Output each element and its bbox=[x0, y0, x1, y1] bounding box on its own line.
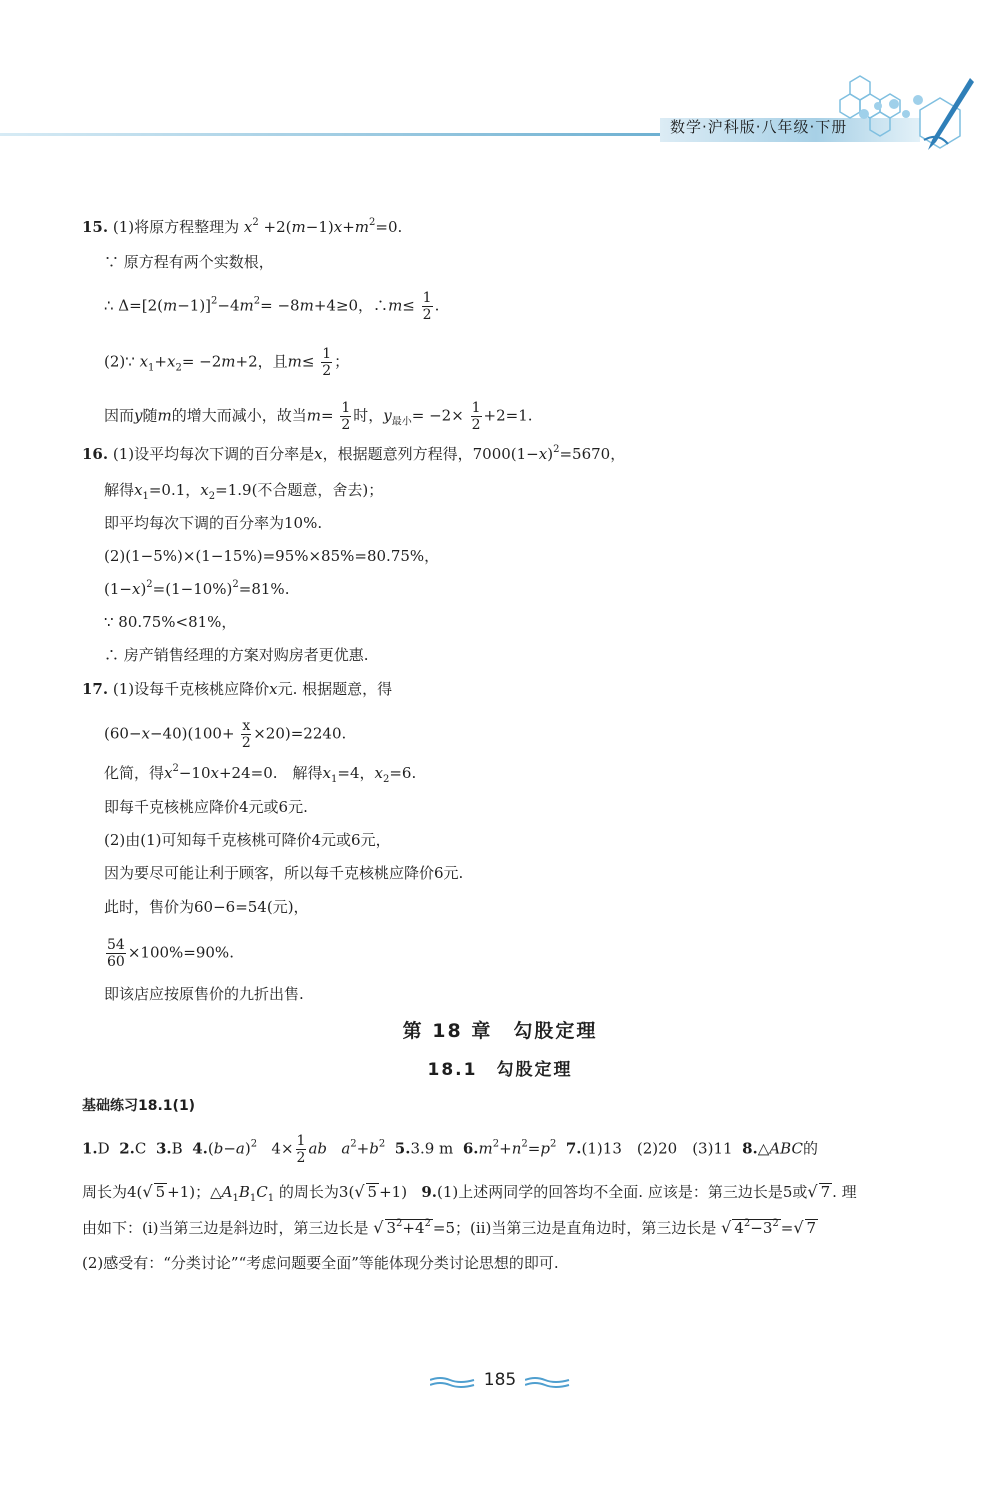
text: +1) bbox=[379, 1183, 408, 1201]
denominator: 2 bbox=[241, 735, 251, 751]
fraction-half bbox=[471, 400, 482, 433]
var: x bbox=[167, 352, 176, 371]
p16-line4: (2)(1−5%)×(1−15%)=95%×85%=80.75%， bbox=[104, 547, 440, 565]
num: 3 bbox=[386, 1219, 397, 1237]
subscript: 2 bbox=[175, 362, 182, 374]
p17-number: 17. bbox=[82, 680, 109, 698]
text: ≤ bbox=[402, 296, 415, 315]
answers-row-1 bbox=[82, 1133, 818, 1166]
subscript: 1 bbox=[249, 1193, 257, 1204]
answer-number: 7. bbox=[565, 1139, 582, 1158]
p16-number: 16. bbox=[82, 445, 109, 463]
op: + bbox=[356, 1139, 370, 1158]
exp: 2 bbox=[250, 1138, 258, 1150]
section-title: 18.1 勾股定理 bbox=[427, 1060, 573, 1080]
radicand-3sq-plus-4sq bbox=[385, 1219, 433, 1237]
subscript: 1 bbox=[267, 1193, 275, 1204]
subscript: 2 bbox=[208, 491, 216, 502]
text: +2=1. bbox=[483, 406, 533, 425]
numerator: 1 bbox=[296, 1133, 306, 1149]
text: ∴ Δ=[2( bbox=[104, 296, 163, 315]
radical-sign: √ bbox=[721, 1218, 732, 1237]
exercise-title: 基础练习18.1(1) bbox=[82, 1098, 196, 1114]
numerator: 54 bbox=[107, 937, 125, 953]
numerator: 1 bbox=[341, 400, 351, 416]
text: −4 bbox=[217, 296, 240, 315]
chapter-title: 第 18 章 勾股定理 bbox=[402, 1020, 598, 1042]
text: −10 bbox=[178, 764, 211, 782]
text: =(1−10%) bbox=[152, 580, 233, 598]
num: 4 bbox=[415, 1219, 425, 1237]
op: + bbox=[402, 1219, 415, 1237]
var: b bbox=[213, 1139, 224, 1158]
p16-line1: 16. (1)设平均每次下调的百分率是x，根据题意列方程得，$7000(1-x)^2=5670$， bbox=[82, 444, 626, 463]
radicand-4sq-minus-3sq: $4^2-3^2$ bbox=[734, 1218, 779, 1237]
var: m bbox=[291, 218, 306, 236]
var: x bbox=[139, 352, 149, 371]
text: ≤ bbox=[301, 352, 315, 371]
op: + bbox=[342, 218, 355, 236]
p15-line1 bbox=[82, 216, 402, 238]
p17-line9: 即该店应按原售价的九折出售. bbox=[104, 985, 304, 1003]
denominator: 2 bbox=[296, 1150, 306, 1166]
var: x bbox=[131, 580, 141, 598]
var: x bbox=[269, 680, 278, 698]
text: 的增大而减小，故当 bbox=[171, 406, 307, 425]
p17-line7: 此时，售价为60−6=54(元)， bbox=[104, 898, 309, 916]
radical-sign: √ bbox=[793, 1218, 804, 1237]
answer-number: 9. bbox=[421, 1183, 438, 1201]
subscript: 1 bbox=[142, 491, 149, 502]
page-footer bbox=[430, 1368, 570, 1392]
p17-line2 bbox=[104, 718, 346, 751]
var: x bbox=[200, 481, 209, 499]
fraction-54-over-60 bbox=[106, 937, 126, 970]
p15-line4: (2)∵ $x_1+x_2= -2m+2$，且m≤ $\frac{1}{2}$ ； bbox=[104, 346, 350, 379]
p17-line1 bbox=[82, 678, 392, 700]
exp: 2 bbox=[172, 763, 179, 774]
subscript: 1 bbox=[331, 774, 338, 785]
page-header bbox=[0, 0, 1000, 170]
radical-sign: √ bbox=[142, 1182, 153, 1201]
text: +24=0. 解得 bbox=[218, 764, 323, 782]
answers-row-3 bbox=[82, 1217, 818, 1239]
text: = −2× bbox=[411, 406, 464, 425]
exp: 2 bbox=[549, 1138, 557, 1150]
exp: 2 bbox=[253, 295, 261, 307]
header-title: 数学·沪科版·八年级·下册 bbox=[670, 118, 848, 136]
text: (1)13 (2)20 (3)11 bbox=[581, 1139, 733, 1158]
numerator: 1 bbox=[322, 346, 332, 362]
text: 随 bbox=[142, 406, 158, 425]
exp: 2 bbox=[252, 217, 259, 228]
op: = bbox=[527, 1139, 541, 1158]
right-wave-icon bbox=[525, 1376, 570, 1388]
denominator: 60 bbox=[107, 954, 125, 970]
fraction-half bbox=[422, 290, 433, 323]
p16-line7: ∴ 房产销售经理的方案对购房者更优惠. bbox=[104, 646, 369, 664]
p17-line8 bbox=[104, 937, 234, 970]
text: =4， bbox=[337, 764, 375, 782]
var: x bbox=[141, 724, 150, 743]
text: 由如下：(ⅰ)当第三边是斜边时，第三边长是 bbox=[82, 1219, 369, 1237]
denominator: 2 bbox=[341, 417, 351, 433]
var: m bbox=[354, 218, 369, 236]
text: 周长为4( bbox=[82, 1183, 143, 1201]
text: ) bbox=[244, 1139, 251, 1158]
p16-line6: ∵ 80.75%<81%， bbox=[104, 613, 237, 631]
var: m bbox=[478, 1139, 493, 1158]
text: +2，且 bbox=[235, 352, 288, 371]
exp: 2 bbox=[424, 1218, 431, 1229]
text: +1)；△ bbox=[167, 1183, 222, 1201]
op: + bbox=[499, 1139, 512, 1158]
text: . 理 bbox=[832, 1183, 857, 1201]
p15-line5 bbox=[104, 400, 533, 433]
exp: 2 bbox=[211, 295, 218, 307]
numerator: x bbox=[242, 718, 251, 734]
radicand: 5 bbox=[155, 1183, 166, 1201]
var: m bbox=[221, 352, 236, 371]
exp: 2 bbox=[146, 579, 153, 590]
text: =6. bbox=[389, 764, 417, 782]
header-rule bbox=[0, 133, 690, 136]
var: x bbox=[374, 764, 383, 782]
var: x bbox=[333, 218, 343, 236]
fraction-half bbox=[321, 346, 332, 379]
op: = bbox=[780, 1219, 794, 1237]
answer-number: 8. bbox=[742, 1139, 758, 1158]
text: 时， bbox=[353, 406, 384, 425]
var: B bbox=[238, 1183, 250, 1201]
var: x bbox=[538, 445, 548, 463]
op: + bbox=[154, 352, 167, 371]
p15-line3: ∴ $\Delta=[2(m-1)]^2-4m^2= -8m+4\ge 0$，∴m≤ $\frac{1}{2}$ . bbox=[104, 290, 440, 323]
p15-number: 15. bbox=[82, 218, 109, 236]
text: =1.9(不合题意，舍去)； bbox=[215, 481, 384, 499]
answer-number: 2. bbox=[119, 1139, 135, 1158]
exp: 2 bbox=[396, 1218, 403, 1229]
text: = −2 bbox=[181, 352, 222, 371]
var: m bbox=[299, 296, 314, 315]
text: =81%. bbox=[238, 580, 290, 598]
fraction-half bbox=[340, 400, 351, 433]
var: x bbox=[314, 445, 323, 463]
text: =0. bbox=[375, 218, 403, 236]
text: −40)(100+ bbox=[149, 724, 235, 743]
page-number: 185 bbox=[483, 1370, 517, 1390]
exp: 2 bbox=[772, 1218, 779, 1229]
fraction-half bbox=[296, 1133, 307, 1166]
text: 的 bbox=[802, 1139, 818, 1158]
text: C bbox=[134, 1139, 147, 1158]
text: 4× bbox=[271, 1139, 294, 1158]
var: A bbox=[221, 1183, 233, 1201]
denominator: 2 bbox=[471, 417, 481, 433]
denominator: 2 bbox=[422, 307, 432, 323]
p16-line5: $(1-x)^2=(1-10\%)^2=81\%$. bbox=[104, 579, 290, 598]
var: x bbox=[243, 218, 253, 236]
text: 元. 根据题意，得 bbox=[277, 680, 393, 698]
answer-number: 1. bbox=[82, 1139, 98, 1158]
hexagon-pen-logo-icon bbox=[820, 70, 980, 170]
text: (1)将原方程整理为 bbox=[112, 218, 240, 236]
subscript: 最小 bbox=[391, 416, 412, 428]
answer-number: 5. bbox=[394, 1139, 411, 1158]
text: −1) bbox=[305, 218, 334, 236]
exp: 2 bbox=[232, 579, 239, 590]
numerator: 1 bbox=[471, 400, 481, 416]
var: b bbox=[369, 1139, 379, 1158]
text: △ bbox=[757, 1139, 770, 1158]
exp: 2 bbox=[743, 1218, 751, 1229]
var: m bbox=[239, 296, 254, 315]
text: ，根据题意列方程得，7000(1− bbox=[322, 445, 539, 463]
p17-line4: 即每千克核桃应降价4元或6元. bbox=[104, 798, 308, 816]
text: 化简，得 bbox=[104, 764, 165, 782]
text: 的周长为3( bbox=[278, 1183, 355, 1201]
text: ×20)=2240. bbox=[253, 724, 347, 743]
text: (60− bbox=[104, 724, 142, 743]
subscript: 1 bbox=[148, 362, 155, 374]
var: x bbox=[322, 764, 331, 782]
answers-row-4: (2)感受有：“分类讨论”“考虑问题要全面”等能体现分类讨论思想的即可. bbox=[82, 1254, 559, 1272]
text: (1)设每千克核桃应降价 bbox=[112, 680, 270, 698]
text: ×100%=90%. bbox=[127, 943, 234, 962]
radicand: 5 bbox=[367, 1183, 378, 1201]
radicand: 7 bbox=[820, 1183, 831, 1201]
subscript: 1 bbox=[232, 1193, 239, 1204]
var: x bbox=[210, 764, 219, 782]
subscript: 2 bbox=[382, 774, 390, 785]
var: n bbox=[511, 1139, 522, 1158]
radical-sign: √ bbox=[373, 1218, 384, 1237]
var: m bbox=[162, 296, 178, 315]
text: B bbox=[171, 1139, 183, 1158]
var: p bbox=[540, 1139, 550, 1158]
exp: 2 bbox=[521, 1138, 528, 1150]
answer-number: 6. bbox=[462, 1139, 479, 1158]
radical-sign: √ bbox=[807, 1182, 818, 1201]
text: 3.9 m bbox=[410, 1139, 454, 1158]
num: 3 bbox=[762, 1219, 773, 1237]
var: m bbox=[388, 296, 403, 315]
exp: 2 bbox=[350, 1138, 357, 1150]
answers-row-2 bbox=[82, 1181, 857, 1203]
var: m bbox=[157, 406, 172, 425]
num: 4 bbox=[734, 1219, 744, 1237]
p16-line2 bbox=[104, 479, 383, 501]
text: −1)] bbox=[177, 296, 212, 315]
text: (1)上述两同学的回答均不全面. 应该是：第三边长是5或 bbox=[437, 1183, 808, 1201]
text: =5670， bbox=[559, 445, 626, 463]
text: +2( bbox=[263, 218, 292, 236]
var: x bbox=[134, 481, 143, 499]
text: D bbox=[97, 1139, 110, 1158]
text: 因而 bbox=[104, 406, 135, 425]
var: a bbox=[341, 1139, 351, 1158]
p17-line3 bbox=[104, 762, 416, 784]
var: m bbox=[306, 406, 321, 425]
p17-line6: 因为要尽可能让利于顾客，所以每千克核桃应降价6元. bbox=[104, 864, 464, 882]
p15-line2: ∵ 原方程有两个实数根， bbox=[104, 253, 274, 271]
answer-number: 4. bbox=[192, 1139, 208, 1158]
text: +4≥0，∴ bbox=[313, 296, 389, 315]
text: − bbox=[223, 1139, 236, 1158]
var: y bbox=[134, 406, 143, 425]
var: y bbox=[383, 406, 392, 425]
text: ( bbox=[207, 1139, 214, 1158]
var: x bbox=[164, 764, 173, 782]
op: = bbox=[321, 406, 334, 425]
text: = −8 bbox=[260, 296, 300, 315]
var: m bbox=[287, 352, 302, 371]
radical-sign: √ bbox=[354, 1182, 365, 1201]
text: (1− bbox=[104, 580, 132, 598]
fraction-x-over-2 bbox=[241, 718, 251, 751]
denominator: 2 bbox=[322, 363, 332, 379]
var: C bbox=[256, 1183, 268, 1201]
text: 解得 bbox=[104, 481, 135, 499]
var: ab bbox=[308, 1139, 328, 1158]
text: (2)∵ bbox=[104, 352, 135, 371]
var: ABC bbox=[769, 1139, 803, 1158]
text: (1)设平均每次下调的百分率是 bbox=[112, 445, 315, 463]
exp: 2 bbox=[378, 1138, 386, 1150]
radicand: 7 bbox=[806, 1219, 817, 1237]
exp: 2 bbox=[492, 1138, 500, 1150]
exp: 2 bbox=[369, 217, 376, 228]
var: a bbox=[235, 1139, 245, 1158]
text: =5；(ⅱ)当第三边是直角边时，第三边长是 bbox=[432, 1219, 717, 1237]
p16-line3: 即平均每次下调的百分率为10%. bbox=[104, 514, 323, 532]
answer-number: 3. bbox=[155, 1139, 172, 1158]
p17-line5: (2)由(1)可知每千克核桃可降价4元或6元， bbox=[104, 831, 391, 849]
numerator: 1 bbox=[422, 290, 432, 306]
exp: 2 bbox=[553, 444, 560, 455]
text: =0.1， bbox=[148, 481, 201, 499]
